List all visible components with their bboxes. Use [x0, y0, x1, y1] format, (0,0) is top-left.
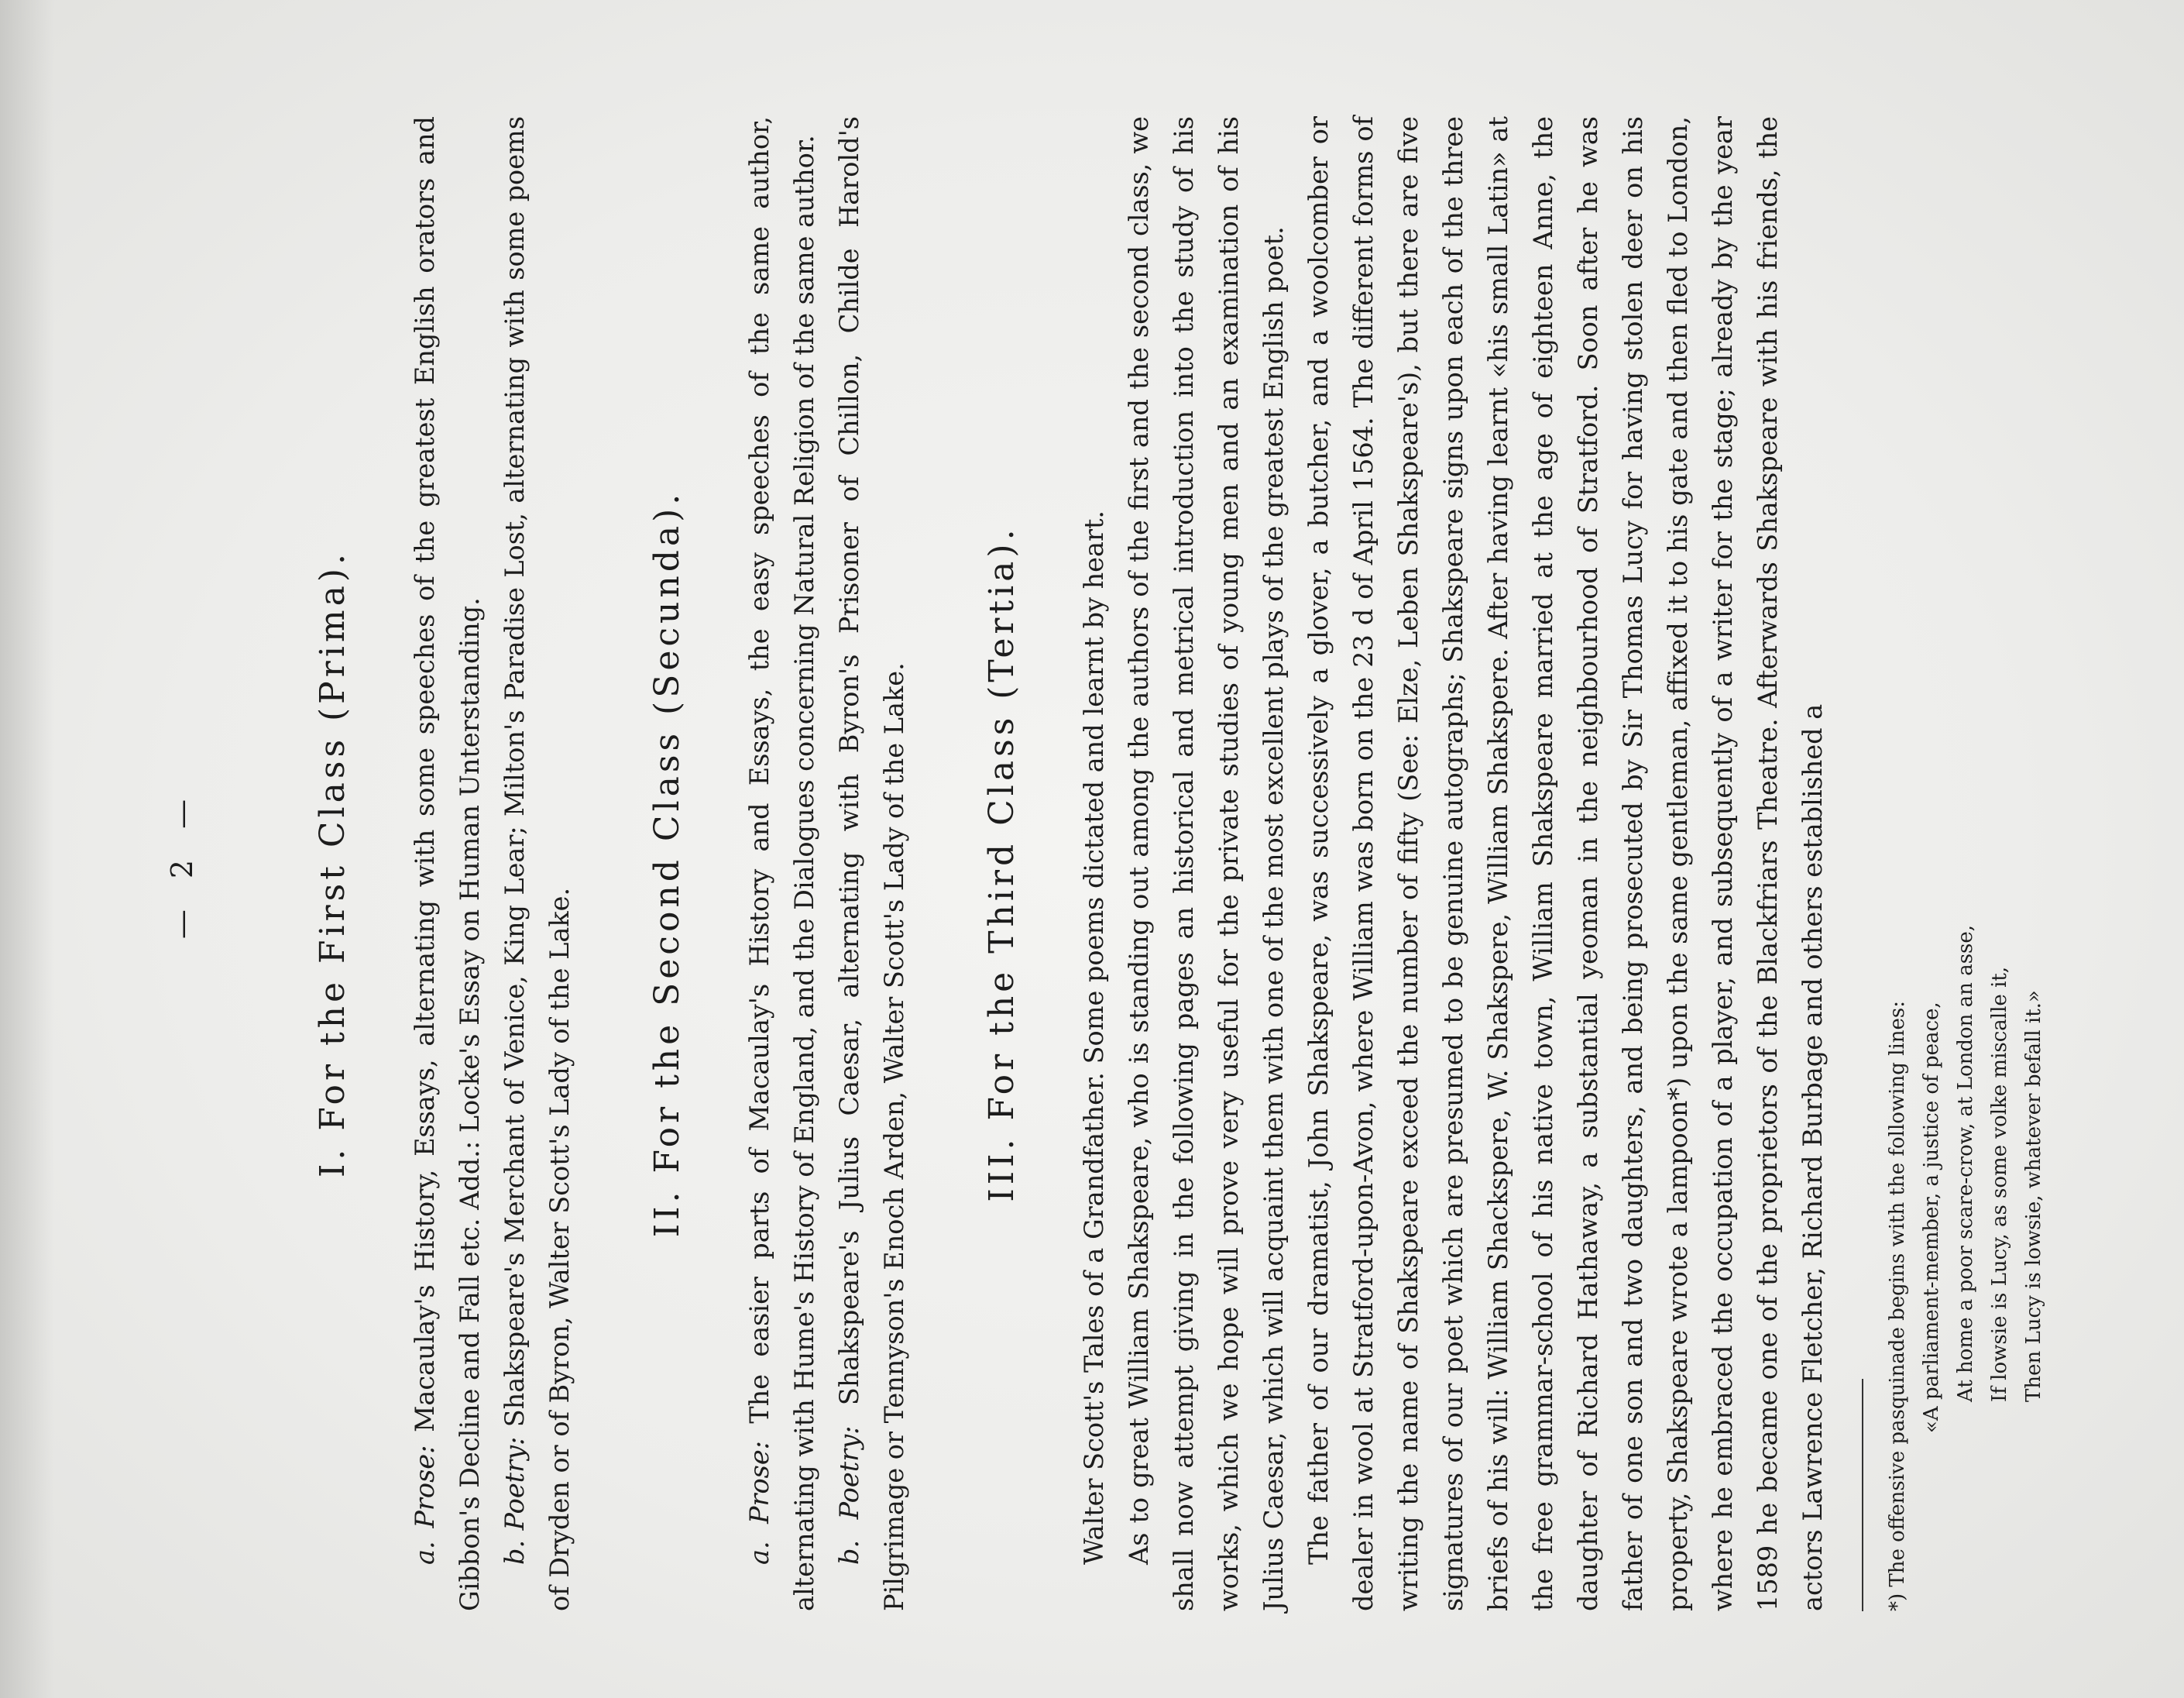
- rotated-text-block: [155, 115, 2045, 1611]
- section-heading: I. For the First Class (Prima).: [313, 550, 352, 1178]
- poetry-label: b. Poetry:: [834, 1425, 864, 1565]
- footnote-verse: Then Lucy is lowsie, whatever befall it.»: [2022, 990, 2045, 1402]
- prose-label: a. Prose:: [744, 1441, 774, 1565]
- footnote: [1880, 116, 2051, 1611]
- page-number: — 2 —: [165, 788, 199, 940]
- poetry-paragraph: [493, 116, 582, 1611]
- body-paragraph: As to great William Shakspeare, who is standing out among the authors of the first and the second class, we shall now attempt giving in the following pages an historical and metrical introduction into the study of his works, which we hope will prove very useful for the private studies of young men and an examination of his Julius Caesar, which will acquaint them with one of the most excellent plays of the greatest English poet.: [1124, 116, 1289, 1611]
- footnote-divider: [1862, 1379, 1863, 1611]
- section-heading: III. For the Third Class (Tertia).: [982, 525, 1022, 1202]
- section-heading: II. For the Second Class (Secunda).: [647, 490, 687, 1238]
- section-third-class: [971, 116, 1835, 1611]
- section-first-class: [302, 116, 582, 1611]
- footnote-verse: «A parliament-member, a justice of peace,: [1920, 1002, 1943, 1433]
- poetry-paragraph: [827, 116, 917, 1611]
- prose-paragraph: [403, 116, 493, 1611]
- section-second-class: [637, 116, 917, 1611]
- footnote-verse: At home a poor scare-crow, at London an asse,: [1954, 924, 1977, 1402]
- footnote-intro: *) The offensive pasquinade begins with the following lines:: [1886, 1001, 1909, 1611]
- poetry-text: Shakspeare's Julius Caesar, alternating with Byron's Prisoner of Chillon, Childe Harold's Pilgrimage or Tennyson's Enoch Arden, Walter Scott's Lady of the Lake.: [834, 116, 909, 1611]
- prose-paragraph: [737, 116, 827, 1611]
- footnote-verse: If lowsie is Lucy, as some volke miscalle it,: [1988, 966, 2011, 1402]
- intro-paragraph: Walter Scott's Tales of a Grandfather. Some poems dictated and learnt by heart.: [1079, 510, 1109, 1565]
- prose-text: Macaulay's History, Essays, alternating with some speeches of the greatest English orators and Gibbon's Decline and Fall etc. Add.: Locke's Essay on Human Unterstanding.: [410, 115, 485, 1611]
- prose-label: a. Prose:: [410, 1445, 440, 1565]
- prose-text: The easier parts of Macaulay's History and Essays, the easy speeches of the same author, alternating with Hume's History of England, and the Dialogues concerning Natural Religion of the same author.: [744, 115, 819, 1611]
- body-paragraph: The father of our dramatist, John Shakspeare, was successively a glover, a butcher, and a woolcomber or dealer in wool at Stratford-upon-Avon, where William was born on the 23 d of April 1564. The different forms of writing the name of Shakspeare exceed the number of fifty (See: Elze, Leben Shakspeare's), but there are five signatures of our poet which are presumed to be genuine autographs; Shakspeare signs upon each of the three briefs of his will: William Shackspere, W. Shakspere, William Shakspere. After having learnt «his small Latin» at the free grammar-school of his native town, William Shakspeare married at the age of eighteen Anne, the daughter of Richard Hathaway, a substantial yeoman in the neighbourhood of Stratford. Soon after he was father of one son and two daughters, and being prosecuted by Sir Thomas Lucy for having stolen deer on his property, Shakspeare wrote a lampoon*) upon the same gentleman, affixed it to his gate and then fled to London, where he embraced the occupation of a player, and subsequently of a writer for the stage; already by the year 1589 he became one of the proprietors of the Blackfriars Theatre. Afterwards Shakspeare with his friends, the actors Lawrence Fletcher, Richard Burbage and others established a: [1303, 116, 1828, 1611]
- poetry-text: Shakspeare's Merchant of Venice, King Lear; Milton's Paradise Lost, alternating with some poems of Dryden or of Byron, Walter Scott's Lady of the Lake.: [500, 115, 575, 1611]
- poetry-label: b. Poetry:: [500, 1436, 530, 1565]
